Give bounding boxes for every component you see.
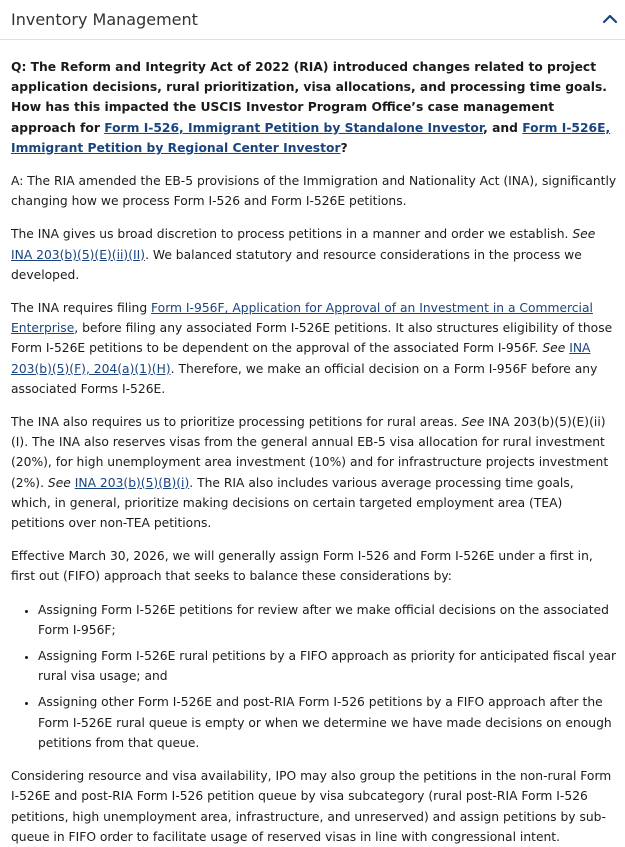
ina-203-b5-e-ii-II-link[interactable]: INA 203(b)(5)(E)(ii)(II) <box>11 247 146 262</box>
answer-paragraph-fifo: Effective March 30, 2026, we will generally assign Form I-526 and Form I-526E under a first in, first out (FIFO) approach that seeks to balance these considerations by: <box>11 549 593 584</box>
fifo-considerations-list <box>11 600 617 753</box>
p3-text-end: . Therefore, we make an official decision on a Form I-956F before any associated Forms I-526E. <box>11 361 598 396</box>
accordion-content <box>0 40 625 847</box>
p2-text-end: . We balanced statutory and resource considerations in the process we developed. <box>11 247 582 282</box>
p4-text-mid: INA 203(b)(5)(E)(ii)(I). The INA also reserves visas from the general annual EB-5 visa allocation for rural investment (20%), for high unemployment area investment (10%) and for infrastructure projects investment (2%). <box>11 415 609 490</box>
ina-203-b5-b-i-link[interactable]: INA 203(b)(5)(B)(i) <box>74 475 190 490</box>
answer-paragraph-discretion <box>11 224 617 285</box>
question-mark: ? <box>340 140 348 155</box>
accordion-header[interactable] <box>0 0 625 40</box>
answer-intro: A: The RIA amended the EB-5 provisions of the Immigration and Nationality Act (INA), significantly changing how we process Form I-526 and Form I-526E petitions. <box>11 174 617 209</box>
list-item: • Assigning Form I-526E petitions for review after we make official decisions on the associated Form I-956F; <box>38 600 617 640</box>
p3-see: See <box>542 341 566 356</box>
p3-text-mid: , before filing any associated Form I-526E petitions. It also structures eligibility of those Form I-526E petitions to be dependent on the approval of the associated Form I-956F. <box>11 321 613 356</box>
faq-question <box>11 57 617 158</box>
p3-text: The INA requires filing <box>11 301 152 316</box>
accordion-title[interactable]: Inventory Management <box>11 10 198 29</box>
ina-203-b5-f-link[interactable]: INA 203(b)(5)(F), 204(a)(1)(H) <box>11 341 591 376</box>
list-item: • Assigning other Form I-526E and post-RIA Form I-526 petitions by a FIFO approach after the Form I-526E rural queue is empty or when we determine we have made decisions on enough petitions from that queue. <box>38 692 617 753</box>
p2-text: The INA gives us broad discretion to process petitions in a manner and order we establish. <box>11 227 573 242</box>
form-i526e-link[interactable]: Form I-526E, Immigrant Petition by Regional Center Investor <box>11 120 611 155</box>
question-text: Q: The Reform and Integrity Act of 2022 (RIA) introduced changes related to project application decisions, rural prioritization, visa allocations, and processing time goals. How has this impacted the USCIS Investor Program Office’s case management approach for <box>11 60 607 135</box>
form-i956f-link[interactable]: Form I-956F, Application for Approval of an Investment in a Commercial Enterprise <box>11 301 593 336</box>
list-item: • Assigning Form I-526E rural petitions by a FIFO approach as priority for anticipated fiscal year rural visa usage; and <box>38 646 617 686</box>
chevron-up-icon[interactable] <box>602 11 618 27</box>
p4-text-end: . The RIA also includes various average processing time goals, which, in general, prioritize making decisions on certain targeted employment area (TEA) petitions over non-TEA petitions. <box>11 475 574 531</box>
p4-text: The INA also requires us to prioritize processing petitions for rural areas. <box>11 415 462 430</box>
p4-see-2: See <box>47 475 71 490</box>
p4-see-1: See <box>461 415 485 430</box>
answer-paragraph-rural <box>11 412 617 533</box>
p2-see: See <box>572 227 596 242</box>
answer-paragraph-subqueue: Considering resource and visa availability, IPO may also group the petitions in the non-rural Form I-526E and post-RIA Form I-526 petition queue by visa subcategory (rural post-RIA Form I-526 petitions, high unemployment area, infrastructure, and unreserved) and assign petitions by sub-queue in FIFO order to facilitate usage of reserved visas in line with congressional intent. <box>11 769 612 844</box>
answer-paragraph-i956f <box>11 298 617 399</box>
question-text-and: , and <box>483 120 523 135</box>
form-i526-link[interactable]: Form I-526, Immigrant Petition by Standalone Investor <box>104 120 484 135</box>
